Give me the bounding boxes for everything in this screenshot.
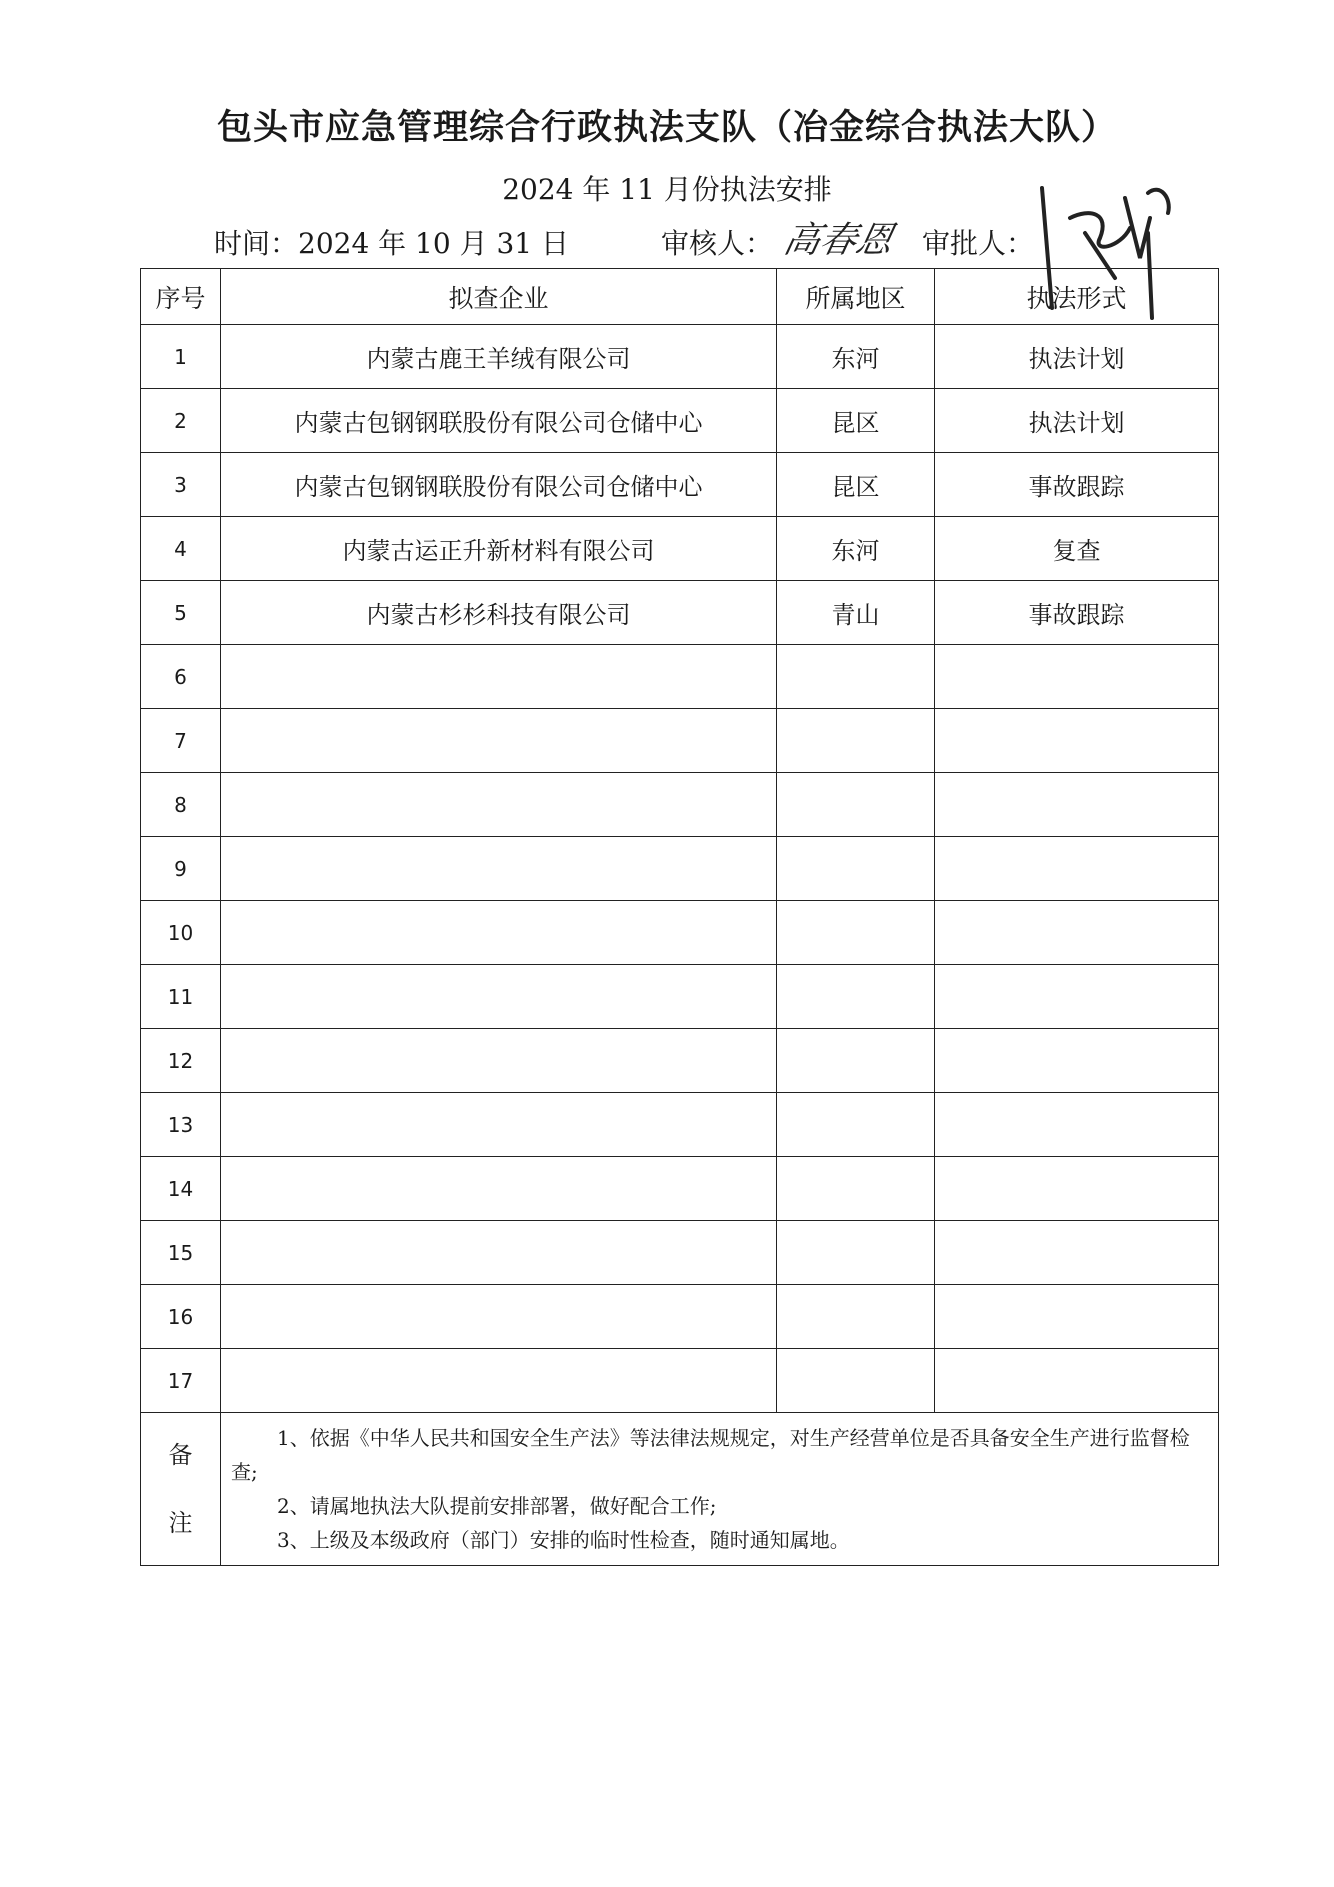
- row-form-cell: [935, 1157, 1219, 1221]
- date-line: 时间：2024 年 10 月 31 日: [214, 227, 570, 260]
- row-region-cell: [777, 1157, 935, 1221]
- row-region-cell: [777, 1285, 935, 1349]
- row-form-cell: 事故跟踪: [935, 453, 1219, 517]
- row-company-cell: 内蒙古包钢钢联股份有限公司仓储中心: [221, 389, 777, 453]
- row-region-cell: [777, 1221, 935, 1285]
- row-company-cell: [221, 709, 777, 773]
- row-region-cell: 青山: [777, 581, 935, 645]
- table-row: [141, 837, 1219, 901]
- row-company-cell: [221, 1157, 777, 1221]
- row-region-cell: [777, 1093, 935, 1157]
- table-row: [141, 1221, 1219, 1285]
- table-row: [141, 645, 1219, 709]
- row-region-cell: [777, 1029, 935, 1093]
- row-form-cell: [935, 709, 1219, 773]
- row-index-cell: 16: [141, 1285, 221, 1349]
- row-form-cell: [935, 1029, 1219, 1093]
- row-region-cell: 东河: [777, 517, 935, 581]
- row-index-cell: 10: [141, 901, 221, 965]
- notes-label: [141, 1413, 221, 1566]
- row-company-cell: [221, 1029, 777, 1093]
- row-index-cell: 2: [141, 389, 221, 453]
- notes-row: [141, 1413, 1219, 1566]
- approver-label: 审批人：: [922, 227, 1035, 260]
- table-row: [141, 1157, 1219, 1221]
- row-region-cell: [777, 901, 935, 965]
- notes-content: [221, 1413, 1219, 1566]
- table-row: [141, 389, 1219, 453]
- row-index-cell: 13: [141, 1093, 221, 1157]
- document-title: 包头市应急管理综合行政执法支队（冶金综合执法大队）: [216, 108, 1117, 148]
- row-region-cell: [777, 837, 935, 901]
- table-row: [141, 581, 1219, 645]
- row-company-cell: [221, 773, 777, 837]
- row-region-cell: 昆区: [777, 389, 935, 453]
- row-region-cell: [777, 709, 935, 773]
- header-region: 所属地区: [777, 269, 935, 325]
- row-company-cell: [221, 645, 777, 709]
- note-line: 1、依据《中华人民共和国安全生产法》等法律法规规定，对生产经营单位是否具备安全生产进行监督检查;: [231, 1426, 1190, 1484]
- row-index-cell: 4: [141, 517, 221, 581]
- row-form-cell: [935, 1093, 1219, 1157]
- note-line: 3、上级及本级政府（部门）安排的临时性检查，随时通知属地。: [277, 1528, 850, 1552]
- row-region-cell: [777, 645, 935, 709]
- table-row: [141, 901, 1219, 965]
- row-index-cell: 6: [141, 645, 221, 709]
- table-row: [141, 453, 1219, 517]
- row-region-cell: [777, 965, 935, 1029]
- row-form-cell: [935, 965, 1219, 1029]
- row-form-cell: [935, 1285, 1219, 1349]
- document-subtitle: 2024 年 11 月份执法安排: [502, 173, 832, 206]
- row-company-cell: [221, 1093, 777, 1157]
- row-index-cell: 12: [141, 1029, 221, 1093]
- row-index-cell: 11: [141, 965, 221, 1029]
- table-row: [141, 325, 1219, 389]
- row-index-cell: 14: [141, 1157, 221, 1221]
- row-index-cell: 5: [141, 581, 221, 645]
- row-region-cell: 东河: [777, 325, 935, 389]
- row-index-cell: 8: [141, 773, 221, 837]
- table-row: [141, 965, 1219, 1029]
- notes-label-top: 备: [168, 1441, 193, 1469]
- row-form-cell: [935, 901, 1219, 965]
- row-index-cell: 17: [141, 1349, 221, 1413]
- header-company: 拟查企业: [221, 269, 777, 325]
- table-row: [141, 1285, 1219, 1349]
- row-form-cell: 执法计划: [935, 389, 1219, 453]
- row-index-cell: 15: [141, 1221, 221, 1285]
- row-company-cell: [221, 965, 777, 1029]
- notes-label-bottom: 注: [168, 1509, 193, 1537]
- row-index-cell: 9: [141, 837, 221, 901]
- row-company-cell: [221, 837, 777, 901]
- row-index-cell: 3: [141, 453, 221, 517]
- row-form-cell: 执法计划: [935, 325, 1219, 389]
- row-company-cell: [221, 1349, 777, 1413]
- row-form-cell: 事故跟踪: [935, 581, 1219, 645]
- row-form-cell: [935, 837, 1219, 901]
- enforcement-table: [140, 268, 1219, 1566]
- row-company-cell: 内蒙古运正升新材料有限公司: [221, 517, 777, 581]
- row-form-cell: 复查: [935, 517, 1219, 581]
- row-company-cell: 内蒙古包钢钢联股份有限公司仓储中心: [221, 453, 777, 517]
- row-index-cell: 7: [141, 709, 221, 773]
- row-region-cell: [777, 1349, 935, 1413]
- row-form-cell: [935, 1349, 1219, 1413]
- reviewer-signature: 高春恩: [780, 220, 897, 261]
- table-body: [141, 325, 1219, 1413]
- header-index: 序号: [141, 269, 221, 325]
- row-company-cell: [221, 1221, 777, 1285]
- table-row: [141, 773, 1219, 837]
- table-row: [141, 1093, 1219, 1157]
- row-company-cell: 内蒙古杉杉科技有限公司: [221, 581, 777, 645]
- row-index-cell: 1: [141, 325, 221, 389]
- row-form-cell: [935, 1221, 1219, 1285]
- row-region-cell: 昆区: [777, 453, 935, 517]
- table-row: [141, 1349, 1219, 1413]
- row-form-cell: [935, 645, 1219, 709]
- reviewer-label: 审核人：: [661, 227, 774, 260]
- header-form: 执法形式: [935, 269, 1219, 325]
- row-company-cell: [221, 901, 777, 965]
- table-row: [141, 1029, 1219, 1093]
- table-header-row: [141, 269, 1219, 325]
- row-company-cell: [221, 1285, 777, 1349]
- row-form-cell: [935, 773, 1219, 837]
- table-row: [141, 517, 1219, 581]
- note-line: 2、请属地执法大队提前安排部署，做好配合工作;: [277, 1494, 717, 1518]
- row-region-cell: [777, 773, 935, 837]
- table-row: [141, 709, 1219, 773]
- row-company-cell: 内蒙古鹿王羊绒有限公司: [221, 325, 777, 389]
